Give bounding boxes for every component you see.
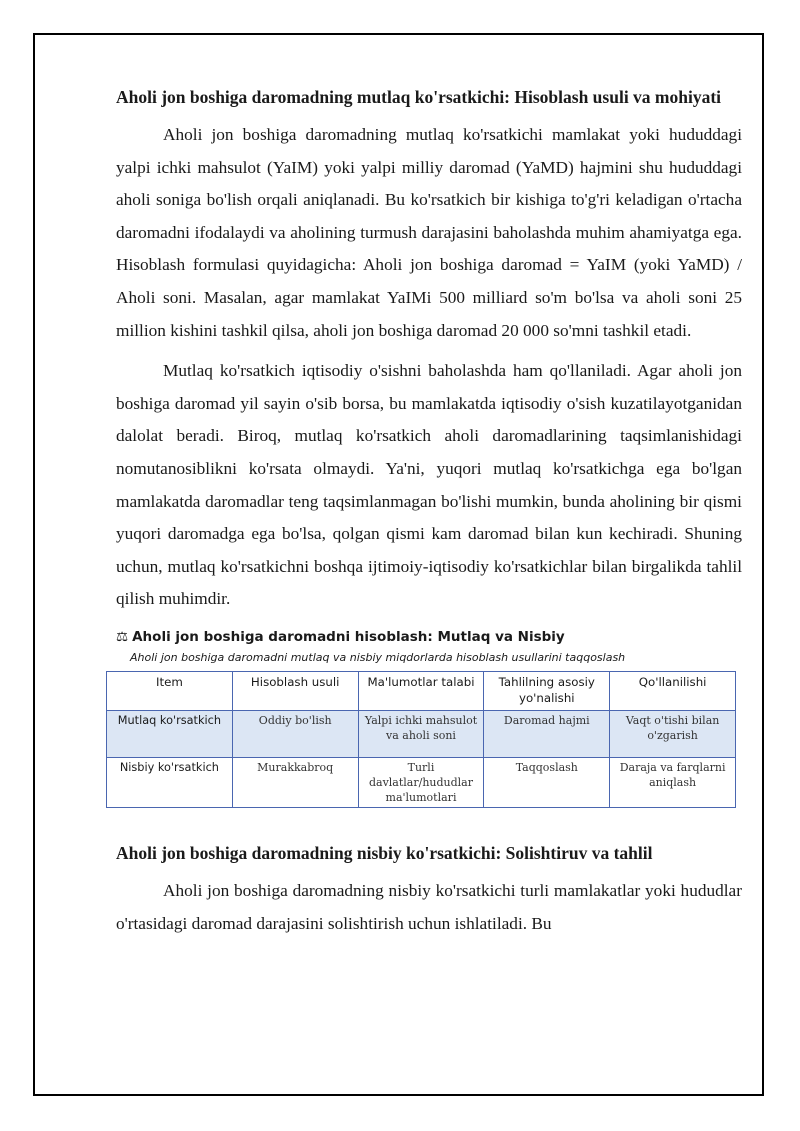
spacer	[116, 808, 742, 842]
table-row	[107, 757, 736, 807]
comparison-table	[106, 671, 736, 808]
table-header-cell: Hisoblash usuli	[232, 671, 358, 710]
table-cell: Daromad hajmi	[484, 710, 610, 757]
table-header-cell: Tahlilning asosiy yo'nalishi	[484, 671, 610, 710]
table-cell: Vaqt o'tishi bilan o'zgarish	[610, 710, 736, 757]
table-cell: Daraja va farqlarni aniqlash	[610, 757, 736, 807]
section-heading-relative: Aholi jon boshiga daromadning nisbiy ko'rsatkichi: Solishtiruv va tahlil	[116, 842, 653, 863]
table-header-cell: Qo'llanilishi	[610, 671, 736, 710]
table-cell: Turli davlatlar/hududlar ma'lumotlari	[358, 757, 484, 807]
table-cell: Taqqoslash	[484, 757, 610, 807]
table-cell: Murakkabroq	[232, 757, 358, 807]
paragraph: Aholi jon boshiga daromadning mutlaq ko'rsatkichi mamlakat yoki hududdagi yalpi ichki mahsulot (YaIM) yoki yalpi milliy daromad (YaMD) hajmini shu hududdagi aholi soniga bo'lish orqali aniqlanadi. Bu ko'rsatkich bir kishiga to'g'ri keladigan o'rtacha daromadni ifodalaydi va aholining turmush darajasini baholashda muhim ahamiyatga ega. Hisoblash formulasi quyidagicha: Aholi jon boshiga daromad = YaIM (yoki YaMD) / Aholi soni. Masalan, agar mamlakat YaIMi 500 milliard so'm bo'lsa va aholi soni 25 million kishini tashkil qilsa, aholi jon boshiga daromad 20 000 so'mni tashkil etadi.	[116, 125, 742, 340]
table-header-cell: Ma'lumotlar talabi	[358, 671, 484, 710]
paragraph: Mutlaq ko'rsatkich iqtisodiy o'sishni baholashda ham qo'llaniladi. Agar aholi jon boshiga daromad yil sayin o'sib borsa, bu mamlakatda iqtisodiy o'sish kuzatilayotganidan dalolat beradi. Biroq, mutlaq ko'rsatkich aholi daromadlarining taqsimlanishidagi nomutanosiblikni ko'rsata olmaydi. Ya'ni, yuqori mutlaq ko'rsatkichga ega bo'lgan mamlakatda daromadlar teng taqsimlanmagan bo'lishi mumkin, bunda aholining bir qismi yuqori daromadga ega bo'lsa, qolgan qismi kam daromad bilan kun kechiradi. Shuning uchun, mutlaq ko'rsatkichni boshqa ijtimoiy-iqtisodiy ko'rsatkichlar bilan birgalikda tahlil qilish muhimdir.	[116, 361, 742, 609]
table-row	[107, 710, 736, 757]
table-subtitle: Aholi jon boshiga daromadni mutlaq va nisbiy miqdorlarda hisoblash usullarini taqqoslash	[130, 650, 626, 664]
table-cell: Oddiy bo'lish	[232, 710, 358, 757]
scale-icon: ⚖	[116, 628, 129, 645]
table-row-label: Mutlaq ko'rsatkich	[107, 710, 233, 757]
document-body	[116, 86, 742, 940]
table-header-row	[107, 671, 736, 710]
table-cell: Yalpi ichki mahsulot va aholi soni	[358, 710, 484, 757]
table-row-label: Nisbiy ko'rsatkich	[107, 757, 233, 807]
section-heading-absolute: Aholi jon boshiga daromadning mutlaq ko'rsatkichi: Hisoblash usuli va mohiyati	[116, 87, 722, 107]
table-title-text: Aholi jon boshiga daromadni hisoblash: Mutlaq va Nisbiy	[132, 628, 565, 645]
table-header-cell: Item	[107, 671, 233, 710]
paragraph: Aholi jon boshiga daromadning nisbiy ko'rsatkichi turli mamlakatlar yoki hududlar o'rtasidagi daromad darajasini solishtirish uchun ishlatiladi. Bu	[116, 880, 742, 933]
table-title	[116, 628, 742, 646]
